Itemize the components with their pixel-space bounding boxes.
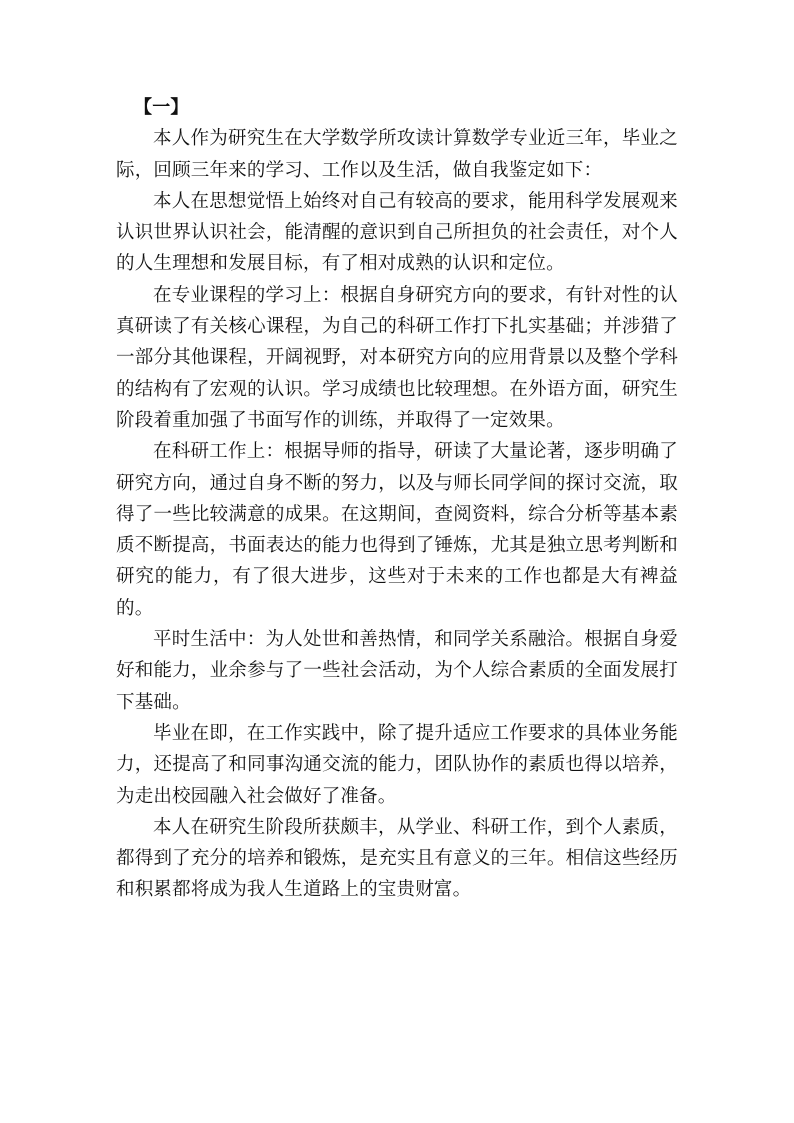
paragraph-intro: 本人作为研究生在大学数学所攻读计算数学专业近三年，毕业之际，回顾三年来的学习、工作以及生活，做自我鉴定如下： [116, 128, 678, 181]
paragraph-conclusion: 本人在研究生阶段所获颇丰，从学业、科研工作，到个人素质，都得到了充分的培养和锻炼，是充实且有意义的三年。相信这些经历和积累都将成为我人生道路上的宝贵财富。 [116, 816, 678, 901]
paragraph-coursework: 在专业课程的学习上：根据自身研究方向的要求，有针对性的认真研读了有关核心课程，为自己的科研工作打下扎实基础；并涉猎了一部分其他课程，开阔视野，对本研究方向的应用背景以及整个学科的结构有了宏观的认识。学习成绩也比较理想。在外语方面，研究生阶段着重加强了书面写作的训练，并取得了一定效果。 [116, 284, 678, 431]
paragraph-work-practice: 毕业在即，在工作实践中，除了提升适应工作要求的具体业务能力，还提高了和同事沟通交流的能力，团队协作的素质也得以培养，为走出校园融入社会做好了准备。 [116, 722, 678, 807]
paragraph-research: 在科研工作上：根据导师的指导，研读了大量论著，逐步明确了研究方向，通过自身不断的努力，以及与师长同学间的探讨交流，取得了一些比较满意的成果。在这期间，查阅资料，综合分析等基本素质不断提高，书面表达的能力也得到了锤炼，尤其是独立思考判断和研究的能力，有了很大进步，这些对于未来的工作也都是大有裨益的。 [116, 441, 678, 619]
section-heading: 【一】 [134, 97, 189, 118]
paragraph-ideology: 本人在思想觉悟上始终对自己有较高的要求，能用科学发展观来认识世界认识社会，能清醒的意识到自己所担负的社会责任，对个人的人生理想和发展目标，有了相对成熟的认识和定位。 [116, 190, 678, 275]
document-body [116, 92, 678, 906]
paragraph-daily-life: 平时生活中：为人处世和善热情，和同学关系融洽。根据自身爱好和能力，业余参与了一些社会活动，为个人综合素质的全面发展打下基础。 [116, 629, 678, 713]
